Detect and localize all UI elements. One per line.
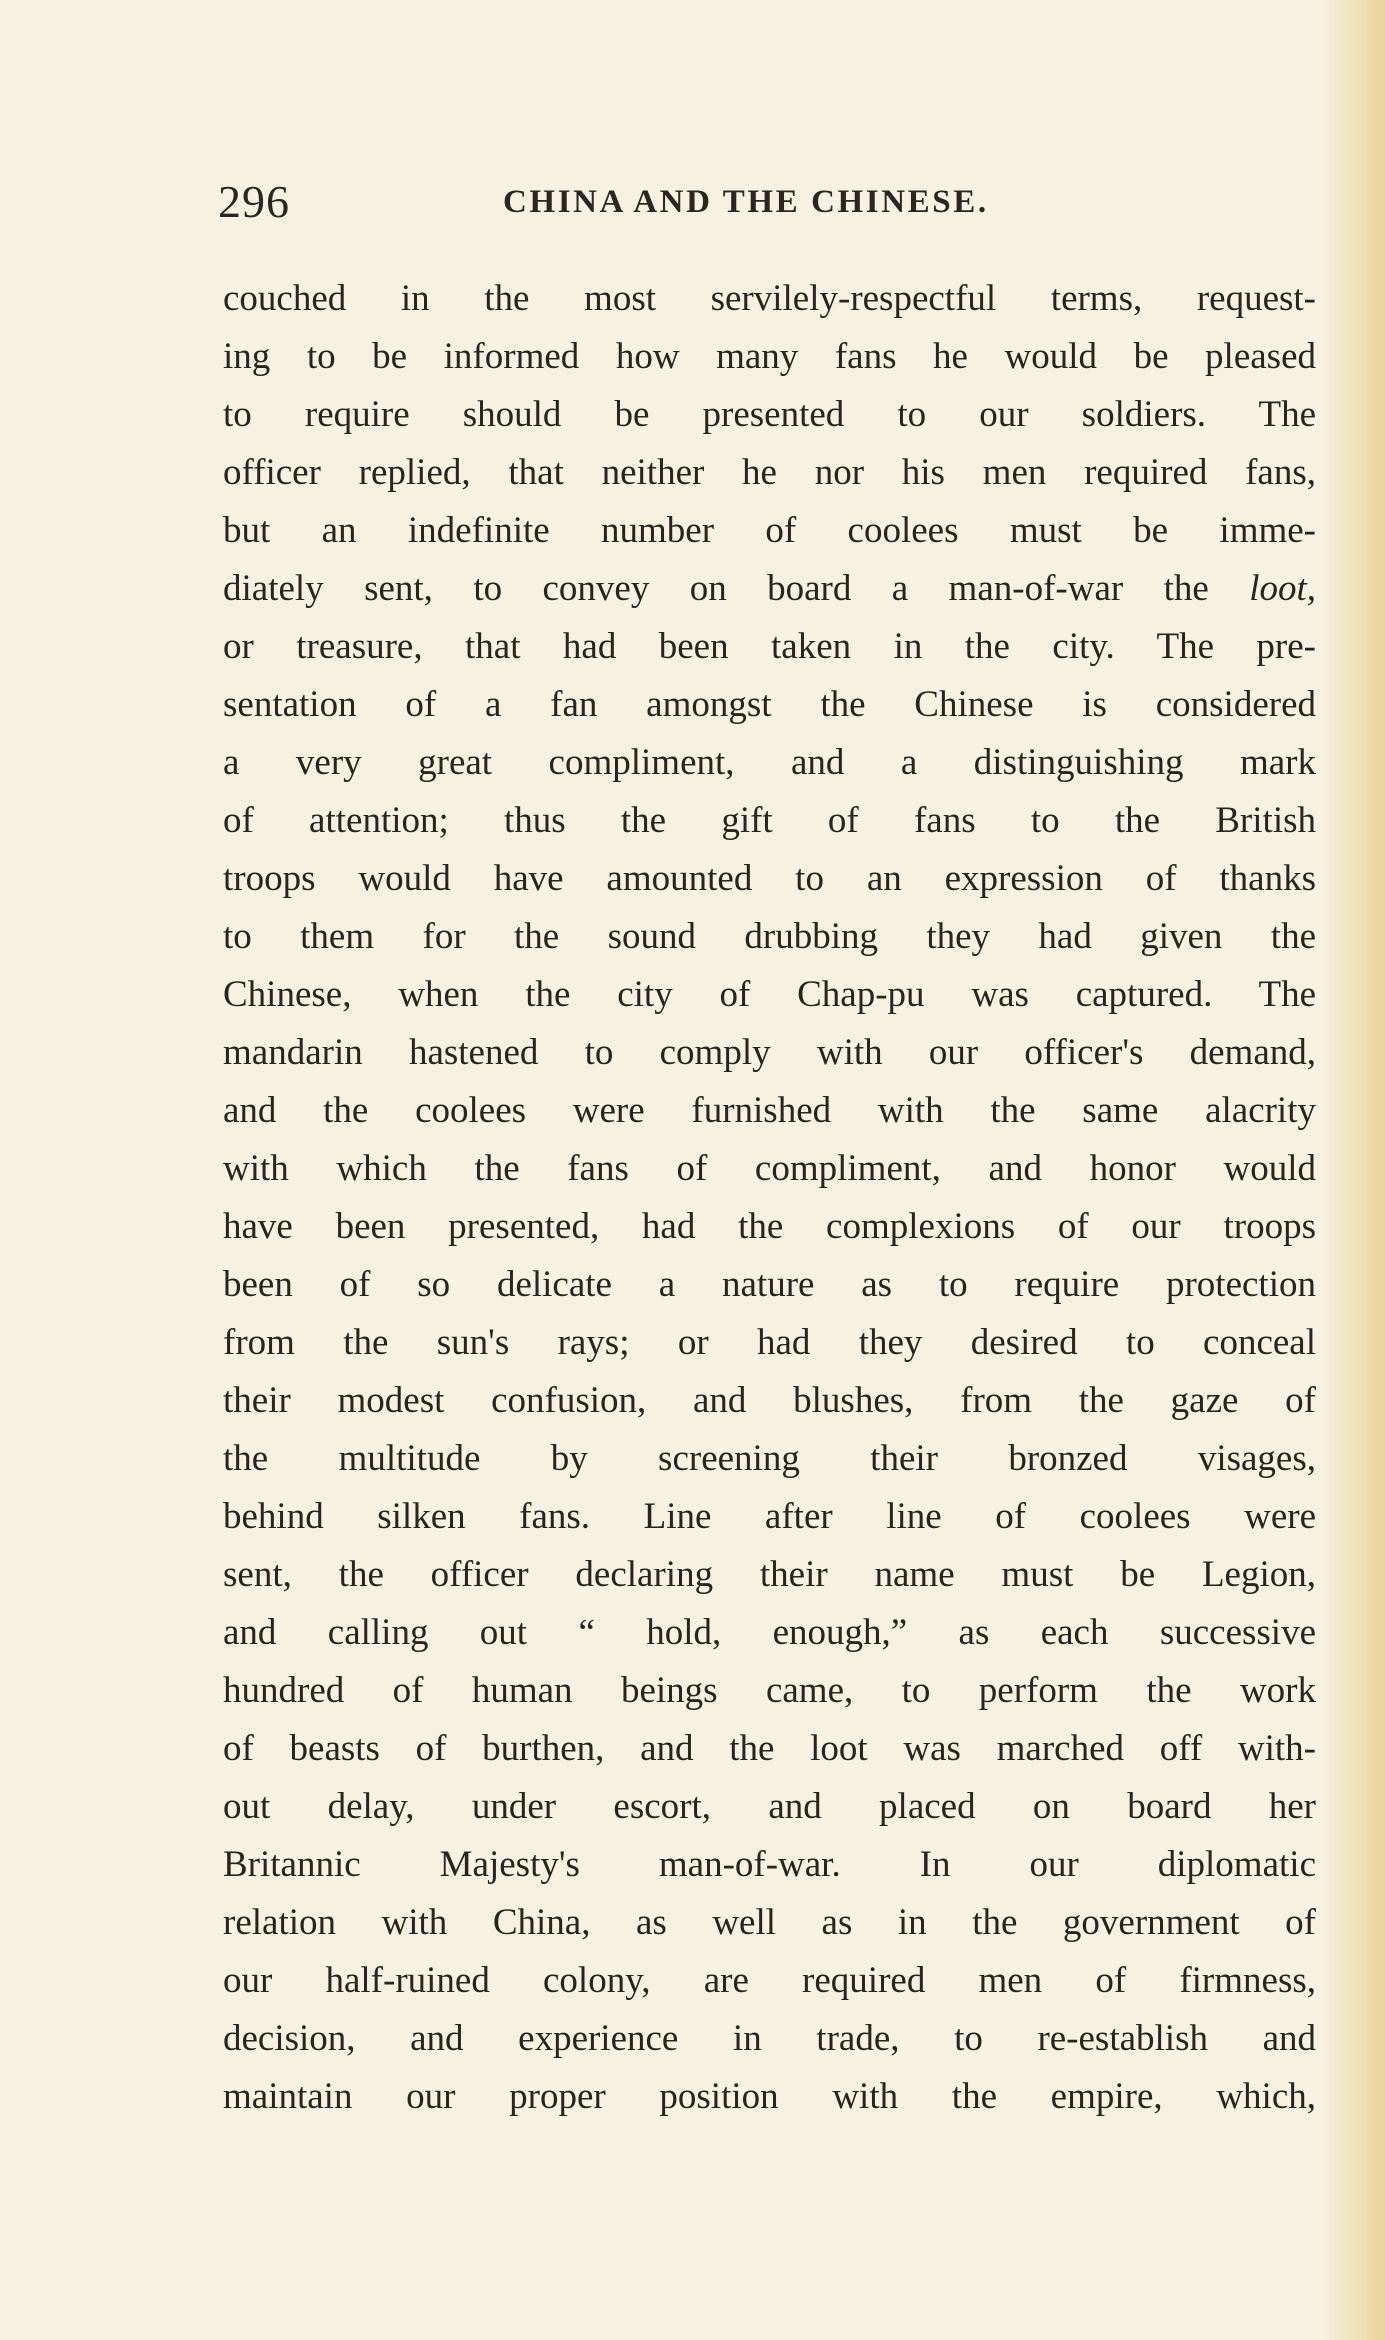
text-line: mandarin hastened to comply with our officer's demand, (223, 1032, 1316, 1073)
text-line: sent, the officer declaring their name must be Legion, (223, 1554, 1316, 1595)
text-line: their modest confusion, and blushes, from the gaze of (223, 1380, 1316, 1421)
text-line: from the sun's rays; or had they desired to conceal (223, 1322, 1316, 1363)
text-line-start: diately sent, to convey on board a man-of-war the (223, 568, 1209, 609)
text-line: with which the fans of compliment, and honor would (223, 1148, 1316, 1189)
text-line: hundred of human beings came, to perform the work (223, 1670, 1316, 1711)
text-line: Chinese, when the city of Chap-pu was captured. The (223, 974, 1316, 1015)
page-number: 296 (218, 176, 290, 227)
text-line: our half-ruined colony, are required men of firmness, (223, 1960, 1316, 2001)
text-line: but an indefinite number of coolees must be imme- (223, 510, 1316, 551)
text-line: ing to be informed how many fans he would be pleased (223, 336, 1316, 377)
text-line: to require should be presented to our soldiers. The (223, 394, 1316, 435)
text-line: maintain our proper position with the empire, which, (223, 2076, 1316, 2117)
text-line: sentation of a fan amongst the Chinese is considered (223, 684, 1316, 725)
page-edge-shading (1321, 0, 1385, 2340)
text-line: a very great compliment, and a distinguishing mark (223, 742, 1316, 783)
text-line: behind silken fans. Line after line of coolees were (223, 1496, 1316, 1537)
text-line: of attention; thus the gift of fans to the British (223, 800, 1316, 841)
italic-word-loot: loot, (1249, 568, 1316, 609)
text-line: to them for the sound drubbing they had given the (223, 916, 1316, 957)
text-line: Britannic Majesty's man-of-war. In our diplomatic (223, 1844, 1316, 1885)
text-line: couched in the most servilely-respectful terms, request- (223, 278, 1316, 319)
body-text (223, 270, 1316, 2150)
text-line: officer replied, that neither he nor his men required fans, (223, 452, 1316, 493)
text-line: decision, and experience in trade, to re-establish and (223, 2018, 1316, 2059)
text-line-with-italic (223, 560, 1316, 618)
page-header (218, 172, 1228, 232)
text-line: the multitude by screening their bronzed visages, (223, 1438, 1316, 1479)
text-line: out delay, under escort, and placed on board her (223, 1786, 1316, 1827)
running-title: CHINA AND THE CHINESE. (503, 184, 989, 220)
text-line: or treasure, that had been taken in the city. The pre- (223, 626, 1316, 667)
text-line: and the coolees were furnished with the same alacrity (223, 1090, 1316, 1131)
text-line: relation with China, as well as in the government of (223, 1902, 1316, 1943)
text-line: of beasts of burthen, and the loot was marched off with- (223, 1728, 1316, 1769)
text-line: troops would have amounted to an expression of thanks (223, 858, 1316, 899)
text-line: been of so delicate a nature as to require protection (223, 1264, 1316, 1305)
text-line: and calling out “ hold, enough,” as each successive (223, 1612, 1316, 1653)
text-line: have been presented, had the complexions of our troops (223, 1206, 1316, 1247)
